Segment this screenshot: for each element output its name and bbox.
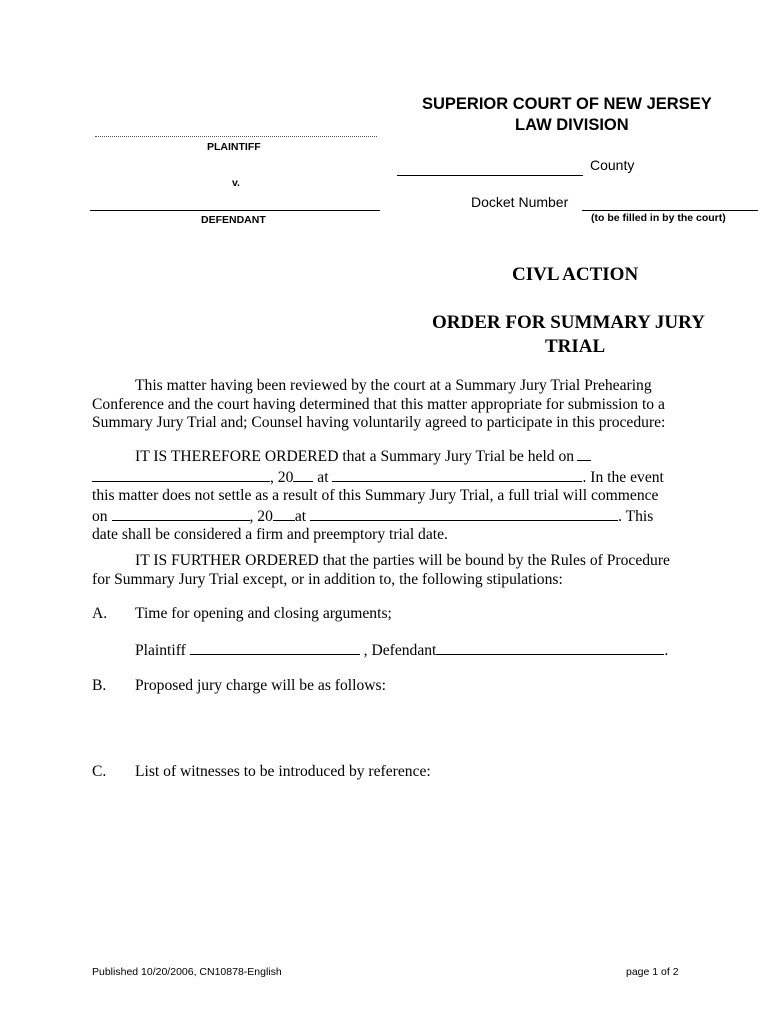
paragraph-further-ordered	[92, 552, 682, 589]
county-line	[397, 175, 583, 176]
p2-line1: IT IS THEREFORE ORDERED that a Summary Jury Trial be held on	[135, 448, 575, 465]
p3-line2: for Summary Jury Trial except, or in addition to, the following stipulations:	[92, 570, 563, 588]
versus-label: v.	[232, 177, 240, 189]
county-label: County	[590, 157, 635, 173]
order-title-line2: TRIAL	[545, 336, 606, 357]
item-c-letter: C.	[92, 763, 107, 780]
period: .	[664, 642, 669, 659]
plaintiff-time-blank[interactable]	[190, 640, 360, 655]
defendant-label: DEFENDANT	[201, 214, 266, 226]
p1-line3: Summary Jury Trial and; Counsel having voluntarily agreed to participate in this procedure:	[92, 414, 666, 431]
defendant-time-label: , Defendant	[363, 642, 437, 659]
docket-label: Docket Number	[471, 194, 569, 210]
year-prefix: , 20	[270, 468, 294, 486]
trial-date-blank-tail[interactable]	[577, 446, 591, 461]
action-title: CIVL ACTION	[512, 264, 639, 285]
full-trial-date-blank[interactable]	[112, 506, 250, 521]
full-trial-year-blank[interactable]	[273, 506, 295, 521]
at-label-2: at	[294, 507, 307, 525]
docket-number-line	[582, 210, 758, 211]
paragraph-therefore-ordered	[92, 446, 682, 545]
defendant-time-blank[interactable]	[436, 640, 664, 655]
in-the-event-text: . In the event	[582, 468, 664, 486]
defendant-name-line	[90, 210, 380, 211]
item-c-text: List of witnesses to be introduced by reference:	[135, 763, 431, 780]
year-prefix-2: , 20	[249, 507, 273, 525]
at-label: at	[317, 468, 329, 486]
plaintiff-label: PLAINTIFF	[207, 141, 261, 153]
this-text: . This	[618, 507, 654, 525]
trial-location-blank[interactable]	[332, 467, 582, 482]
docket-note: (to be filled in by the court)	[591, 212, 726, 224]
plaintiff-time-label: Plaintiff	[135, 642, 186, 659]
p2-line5: date shall be considered a firm and preemptory trial date.	[92, 526, 448, 543]
full-trial-location-blank[interactable]	[310, 506, 618, 521]
division-name: LAW DIVISION	[515, 116, 629, 134]
p3-line1: IT IS FURTHER ORDERED that the parties will be bound by the Rules of Procedure	[135, 552, 670, 569]
court-name: SUPERIOR COURT OF NEW JERSEY	[422, 95, 712, 113]
trial-year-blank[interactable]	[293, 467, 313, 482]
on-label: on	[92, 507, 108, 525]
footer-published: Published 10/20/2006, CN10878-English	[92, 966, 282, 978]
order-title-line1: ORDER FOR SUMMARY JURY	[432, 312, 705, 333]
paragraph-review	[92, 377, 682, 433]
item-a-letter: A.	[92, 605, 108, 622]
p1-line2: Conference and the court having determined that this matter appropriate for submission to a	[92, 395, 665, 413]
footer-page-number: page 1 of 2	[626, 966, 679, 978]
item-b-letter: B.	[92, 677, 107, 694]
item-b-text: Proposed jury charge will be as follows:	[135, 677, 386, 694]
argument-times-row	[135, 640, 668, 660]
p1-line1: This matter having been reviewed by the court at a Summary Jury Trial Prehearing	[135, 377, 652, 394]
trial-date-blank[interactable]	[92, 467, 270, 482]
plaintiff-name-line	[95, 136, 377, 137]
p2-line3: this matter does not settle as a result of this Summary Jury Trial, a full trial will commence	[92, 487, 659, 504]
item-a-text: Time for opening and closing arguments;	[135, 605, 392, 622]
